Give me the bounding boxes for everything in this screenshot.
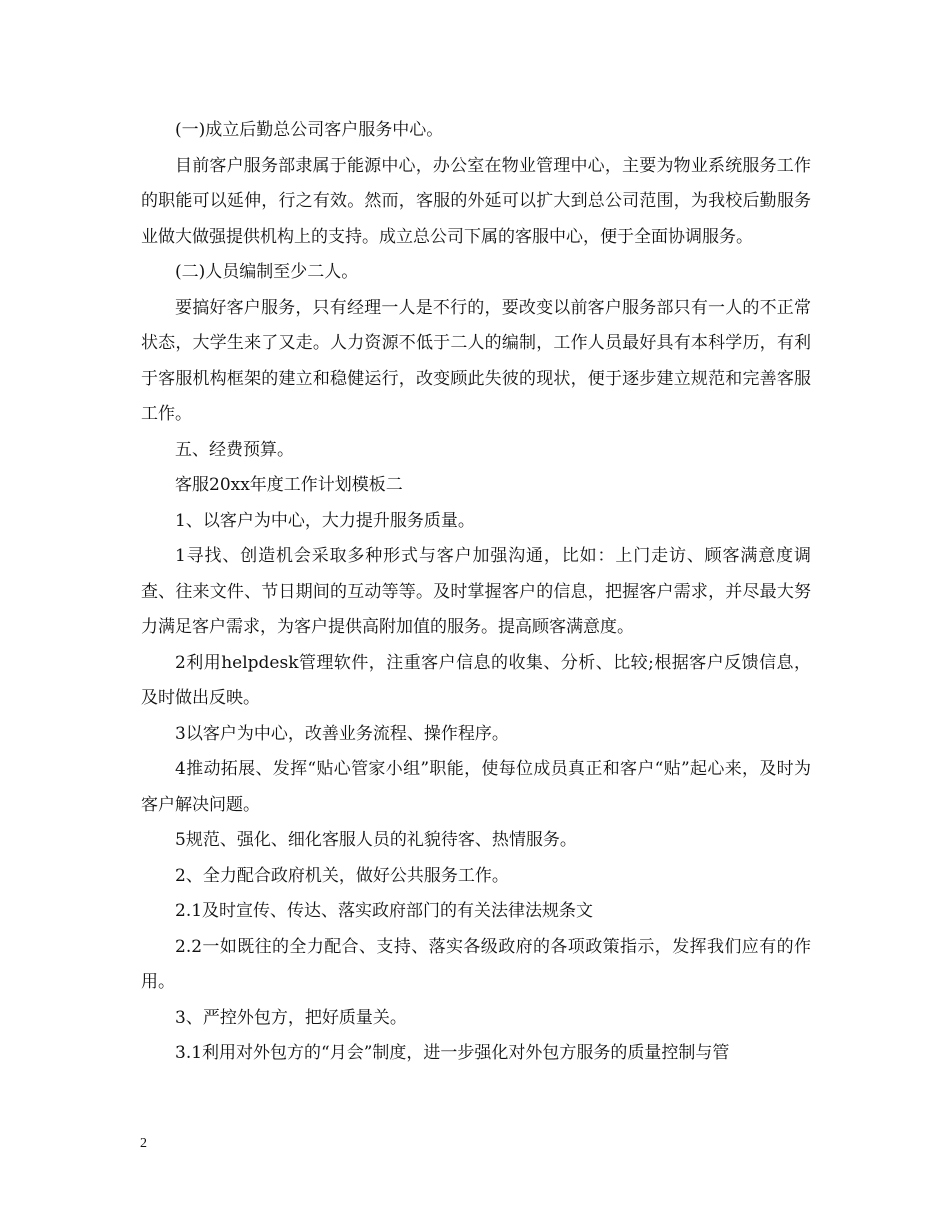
paragraph: 五、经费预算。 — [175, 439, 294, 460]
paragraph: 1寻找、创造机会采取多种形式与客户加强沟通，比如：上门走访、顾客满意度调查、往来文件、节日期间的互动等等。及时掌握客户的信息，把握客户需求，并尽最大努力满足客户需求，为客户提供高附加值的服务。提高顾客满意度。 — [141, 546, 811, 637]
paragraph: 2利用helpdesk管理软件，注重客户信息的收集、分析、比较;根据客户反馈信息，及时做出反映。 — [141, 652, 811, 708]
paragraph: (二)人员编制至少二人。 — [175, 262, 359, 282]
paragraph: 1、以客户为中心，大力提升服务质量。 — [175, 510, 475, 531]
paragraph: 3、严控外包方，把好质量关。 — [175, 1007, 407, 1028]
paragraph: 3以客户为中心，改善业务流程、操作程序。 — [175, 723, 509, 744]
paragraph: (一)成立后勤总公司客户服务中心。 — [175, 120, 444, 140]
paragraph: 2.1及时宣传、传达、落实政府部门的有关法律法规条文 — [175, 901, 594, 921]
paragraph: 目前客户服务部隶属于能源中心，办公室在物业管理中心，主要为物业系统服务工作的职能可以延伸，行之有效。然而，客服的外延可以扩大到总公司范围，为我校后勤服务业做大做强提供机构上的支持。成立总公司下属的客服中心，便于全面协调服务。 — [141, 155, 811, 247]
page-number: 2 — [140, 1136, 147, 1151]
paragraph: 2、全力配合政府机关，做好公共服务工作。 — [175, 865, 509, 886]
paragraph: 4推动拓展、发挥“贴心管家小组”职能，使每位成员真正和客户“贴”起心来，及时为客户解决问题。 — [141, 759, 811, 815]
paragraph: 要搞好客户服务，只有经理一人是不行的，要改变以前客户服务部只有一人的不正常状态，大学生来了又走。人力资源不低于二人的编制，工作人员最好具有本科学历，有利于客服机构框架的建立和稳健运行，改变顾此失彼的现状，便于逐步建立规范和完善客服工作。 — [141, 297, 811, 424]
document-body — [141, 113, 811, 1072]
paragraph: 客服20xx年度工作计划模板二 — [175, 475, 403, 495]
paragraph: 5规范、强化、细化客服人员的礼貌待客、热情服务。 — [175, 830, 577, 850]
paragraph: 2.2一如既往的全力配合、支持、落实各级政府的各项政策指示，发挥我们应有的作用。 — [141, 936, 811, 992]
paragraph: 3.1利用对外包方的“月会”制度，进一步强化对外包方服务的质量控制与管 — [175, 1043, 730, 1063]
